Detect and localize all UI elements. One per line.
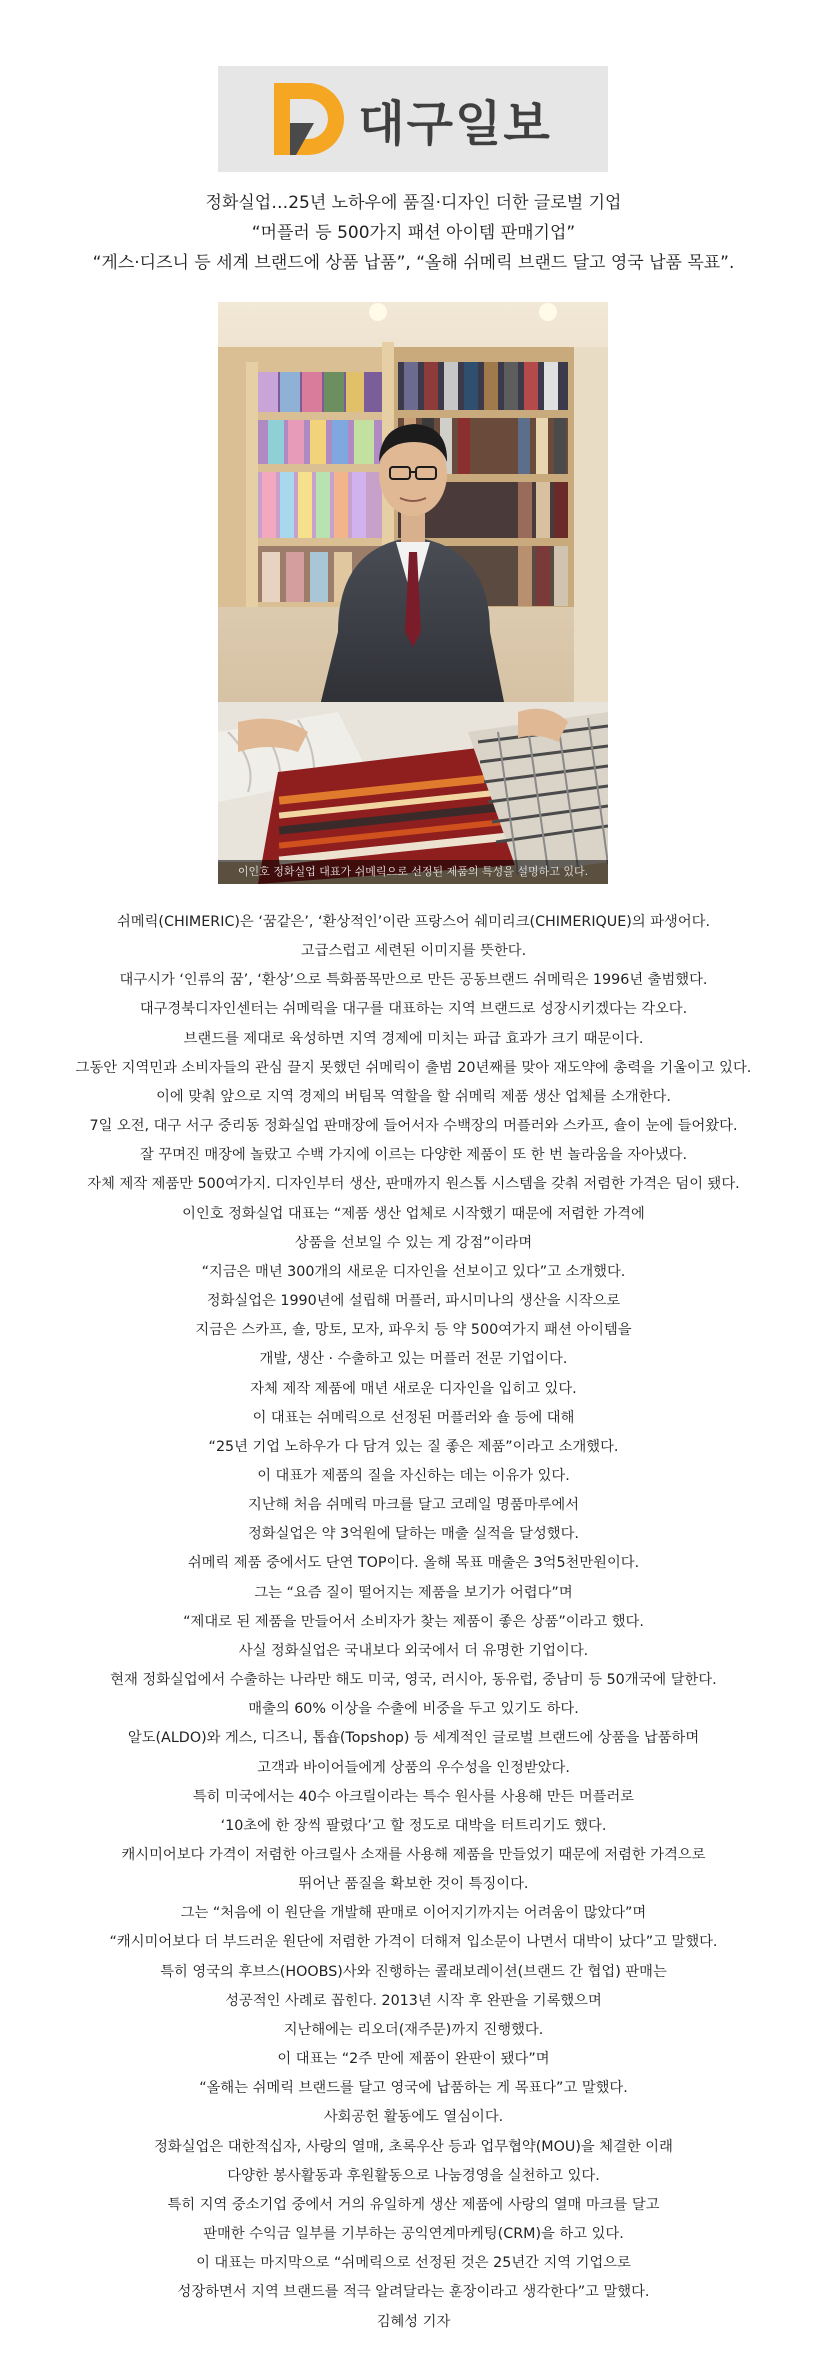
- paragraph: 정화실업은 1990년에 설립해 머플러, 파시미나의 생산을 시작으로: [206, 1293, 621, 1310]
- paragraph: 특히 영국의 후브스(HOOBS)사와 진행하는 콜래보레이션(브랜드 간 협업) 판매는: [160, 1963, 667, 1980]
- paragraph: 고급스럽고 세련된 이미지를 뜻한다.: [300, 943, 527, 960]
- d-logo-icon: [274, 83, 344, 155]
- paragraph: 고객과 바이어들에게 상품의 우수성을 인정받았다.: [257, 1759, 570, 1776]
- paragraph: 특히 미국에서는 40수 아크릴이라는 특수 원사를 사용해 만든 머플러로: [192, 1788, 635, 1805]
- paragraph: 캐시미어보다 가격이 저렴한 아크릴사 소재를 사용해 제품을 만들었기 때문에 저렴한 가격으로: [121, 1847, 706, 1863]
- paragraph: 상품을 선보일 수 있는 게 강점”이라며: [294, 1234, 533, 1251]
- headline-1: 정화실업…25년 노하우에 품질·디자인 더한 글로벌 기업: [205, 193, 622, 213]
- paragraph: 이에 맞춰 앞으로 지역 경제의 버팀목 역할을 할 쉬메릭 제품 생산 업체를 소개한다.: [156, 1088, 671, 1105]
- paragraph: 이 대표는 쉬메릭으로 선정된 머플러와 숄 등에 대해: [252, 1409, 575, 1426]
- headline-2: “머플러 등 500가지 패션 아이템 판매기업”: [251, 223, 576, 243]
- paragraph: 7일 오전, 대구 서구 중리동 정화실업 판매장에 들어서자 수백장의 머플러와 스카프, 숄이 눈에 들어왔다.: [89, 1118, 738, 1135]
- paragraph: 그는 “요즘 질이 떨어지는 제품을 보기가 어렵다”며: [254, 1584, 573, 1601]
- paragraph: 쉬메릭 제품 중에서도 단연 TOP이다. 올해 목표 매출은 3억5천만원이다.: [187, 1555, 640, 1572]
- paragraph: 지난해 처음 쉬메릭 마크를 달고 코레일 명품마루에서: [247, 1497, 580, 1514]
- byline: 김혜성 기자: [376, 2313, 451, 2330]
- paragraph: 정화실업은 약 3억원에 달하는 매출 실적을 달성했다.: [248, 1526, 579, 1543]
- article-body: [0, 908, 827, 2337]
- paragraph: 정화실업은 대한적십자, 사랑의 열매, 초록우산 등과 업무협약(MOU)을 체결한 이래: [154, 2138, 673, 2155]
- paragraph: 쉬메릭(CHIMERIC)은 ‘꿈같은’, ‘환상적인’이란 프랑스어 쉐미리크(CHIMERIQUE)의 파생어다.: [116, 914, 711, 930]
- headline-block: [0, 188, 827, 278]
- paragraph: 자체 제작 제품만 500여가지. 디자인부터 생산, 판매까지 원스톱 시스템을 갖춰 저렴한 가격은 덤이 됐다.: [87, 1176, 740, 1193]
- paragraph: 매출의 60% 이상을 수출에 비중을 두고 있기도 하다.: [248, 1701, 579, 1718]
- newspaper-logo: [218, 66, 608, 172]
- paragraph: 브랜드를 제대로 육성하면 지역 경제에 미치는 파급 효과가 크기 때문이다.: [183, 1030, 644, 1047]
- photo-caption: 이인호 정화실업 대표가 쉬메릭으로 선정된 제품의 특성을 설명하고 있다.: [218, 860, 608, 884]
- paragraph: 이 대표는 마지막으로 “쉬메릭으로 선정된 것은 25년간 지역 기업으로: [196, 2255, 631, 2272]
- headline-3: “게스·디즈니 등 세계 브랜드에 상품 납품”, “올해 쉬메릭 브랜드 달고 영국 납품 목표”.: [92, 253, 735, 273]
- paragraph: 성장하면서 지역 브랜드를 적극 알려달라는 훈장이라고 생각한다”고 말했다.: [177, 2284, 650, 2301]
- paragraph: 사실 정화실업은 국내보다 외국에서 더 유명한 기업이다.: [238, 1642, 589, 1659]
- paragraph: 지금은 스카프, 숄, 망토, 모자, 파우치 등 약 500여가지 패션 아이템을: [195, 1322, 632, 1339]
- paragraph: 이 대표가 제품의 질을 자신하는 데는 이유가 있다.: [257, 1467, 570, 1484]
- paragraph: 판매한 수익금 일부를 기부하는 공익연계마케팅(CRM)을 하고 있다.: [203, 2226, 624, 2243]
- paragraph: “지금은 매년 300개의 새로운 디자인을 선보이고 있다”고 소개했다.: [201, 1263, 626, 1280]
- paragraph: “제대로 된 제품을 만들어서 소비자가 찾는 제품이 좋은 상품”이라고 했다.: [183, 1613, 644, 1630]
- paragraph: 그는 “처음에 이 원단을 개발해 판매로 이어지기까지는 어려움이 많았다”며: [180, 1905, 647, 1922]
- paragraph: 이 대표는 “2주 만에 제품이 완판이 됐다”며: [277, 2051, 550, 2068]
- paragraph: 알도(ALDO)와 게스, 디즈니, 톱숍(Topshop) 등 세계적인 글로벌 브랜드에 상품을 납품하며: [127, 1730, 700, 1747]
- paragraph: 성공적인 사례로 꼽힌다. 2013년 시작 후 완판을 기록했으며: [225, 1992, 602, 2009]
- paragraph: 특히 지역 중소기업 중에서 거의 유일하게 생산 제품에 사랑의 열매 마크를 달고: [167, 2196, 660, 2213]
- photo-illustration: [218, 302, 608, 884]
- paragraph: 이인호 정화실업 대표는 “제품 생산 업체로 시작했기 때문에 저렴한 가격에: [182, 1205, 645, 1222]
- paragraph: 자체 제작 제품에 매년 새로운 디자인을 입히고 있다.: [250, 1380, 577, 1397]
- paragraph: “캐시미어보다 더 부드러운 원단에 저렴한 가격이 더해져 입소문이 나면서 대박이 났다”고 말했다.: [109, 1934, 718, 1951]
- paragraph: 사회공헌 활동에도 열심이다.: [323, 2109, 504, 2126]
- paragraph: 개발, 생산 · 수출하고 있는 머플러 전문 기업이다.: [259, 1351, 568, 1368]
- article-photo: [218, 302, 608, 884]
- paragraph: 대구시가 ‘인류의 꿈’, ‘환상’으로 특화품목만으로 만든 공동브랜드 쉬메릭은 1996년 출범했다.: [119, 972, 708, 989]
- paragraph: 잘 꾸며진 매장에 놀랐고 수백 가지에 이르는 다양한 제품이 또 한 번 놀라움을 자아냈다.: [140, 1147, 687, 1164]
- paragraph: ‘10초에 한 장씩 팔렸다’고 할 정도로 대박을 터트리기도 했다.: [220, 1817, 607, 1834]
- paragraph: 지난해에는 리오더(재주문)까지 진행했다.: [283, 2021, 544, 2038]
- paragraph: 그동안 지역민과 소비자들의 관심 끌지 못했던 쉬메릭이 출범 20년째를 맞아 재도약에 총력을 기울이고 있다.: [75, 1059, 752, 1076]
- paragraph: 뛰어난 품질을 확보한 것이 특징이다.: [298, 1876, 529, 1893]
- paragraph: 현재 정화실업에서 수출하는 나라만 해도 미국, 영국, 러시아, 동유럽, 중남미 등 50개국에 달한다.: [110, 1672, 717, 1689]
- paragraph: 대구경북디자인센터는 쉬메릭을 대구를 대표하는 지역 브랜드로 성장시키겠다는 각오다.: [139, 1001, 688, 1018]
- paragraph: “25년 기업 노하우가 다 담겨 있는 질 좋은 제품”이라고 소개했다.: [208, 1438, 619, 1455]
- paragraph: 다양한 봉사활동과 후원활동으로 나눔경영을 실천하고 있다.: [227, 2167, 600, 2184]
- logo-text: 대구일보: [358, 95, 552, 152]
- paragraph: “올해는 쉬메릭 브랜드를 달고 영국에 납품하는 게 목표다”고 말했다.: [199, 2080, 628, 2097]
